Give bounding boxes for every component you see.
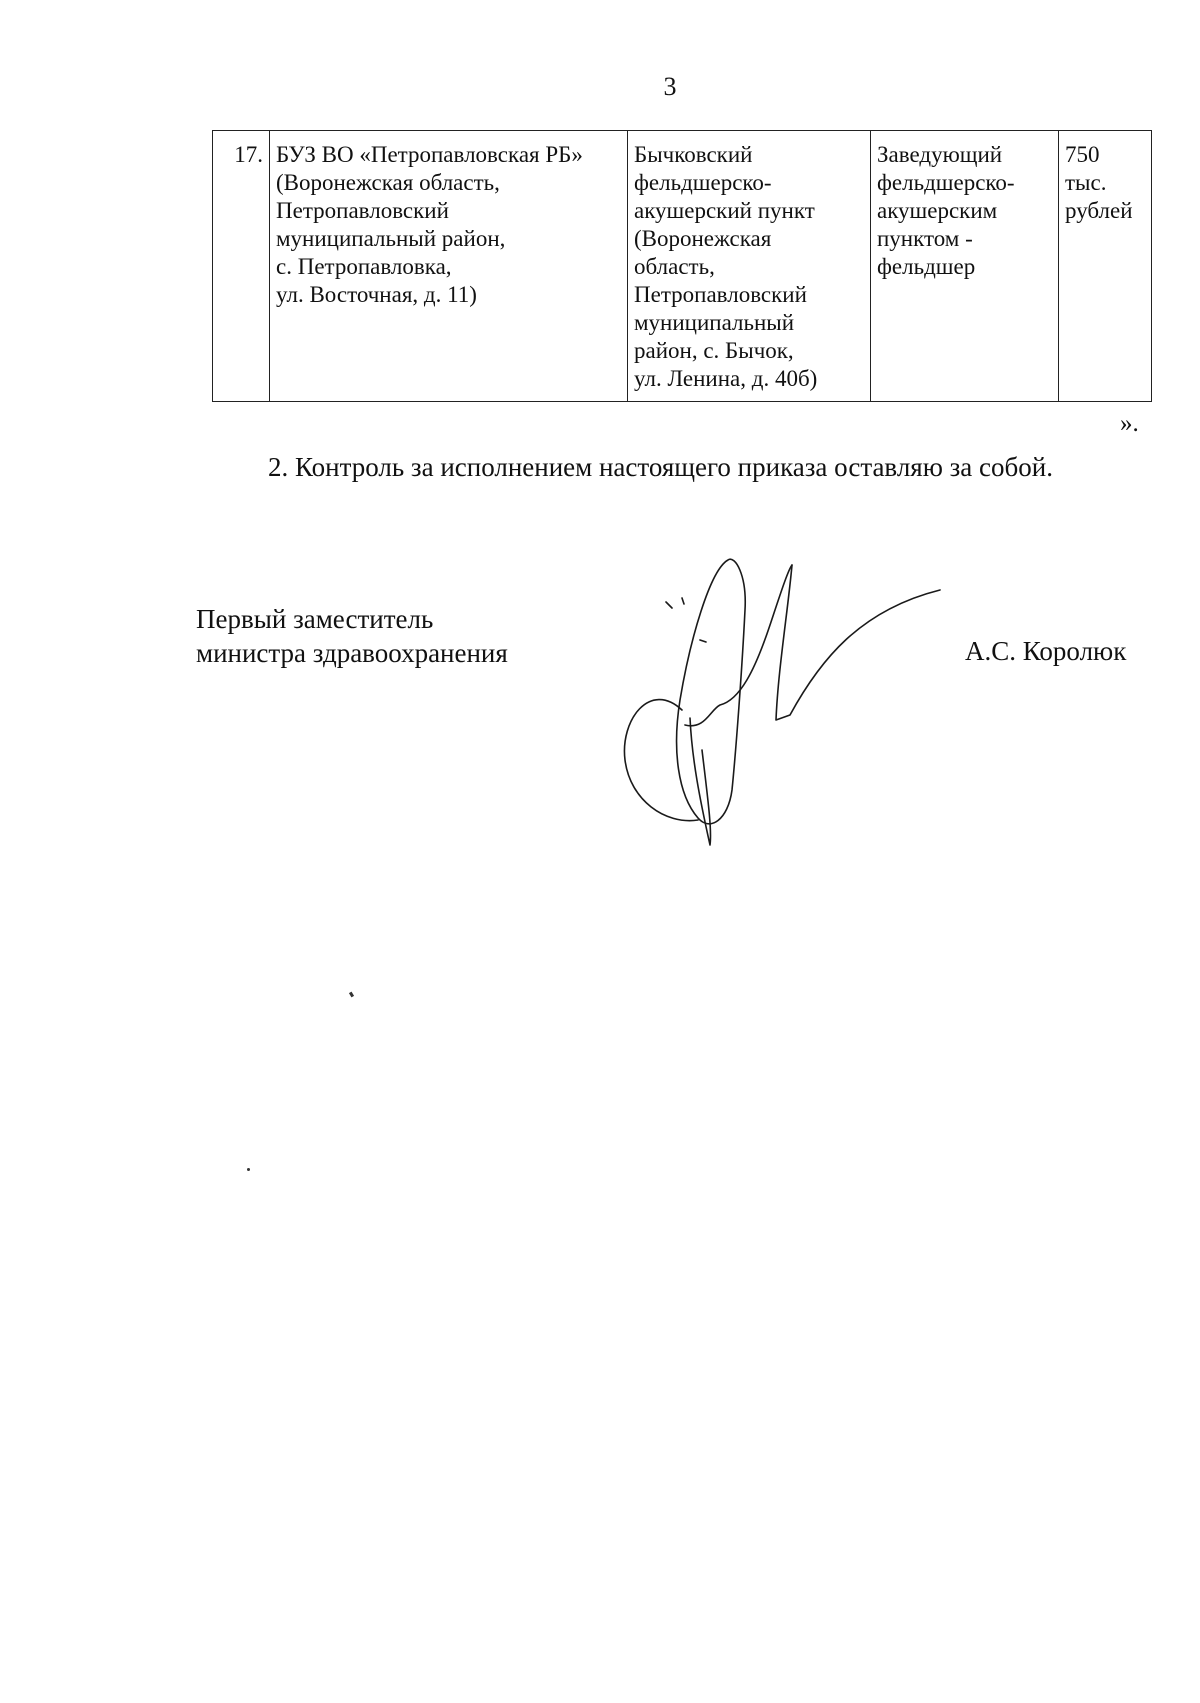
organization-line: ул. Восточная, д. 11) (276, 282, 477, 307)
signature-stroke (685, 565, 792, 726)
organization-line: муниципальный район, (276, 226, 506, 251)
organization-line: с. Петропавловка, (276, 254, 452, 279)
organization-line: Петропавловский (276, 198, 449, 223)
signature-stroke (776, 565, 940, 720)
point-line: акушерский пункт (634, 198, 815, 223)
table-row (213, 131, 1152, 402)
position-line: фельдшерско- (877, 170, 1015, 195)
amount-line: рублей (1065, 198, 1133, 223)
paragraph-control: 2. Контроль за исполнением настоящего приказа оставляю за собой. (268, 452, 1053, 482)
signature-stroke (624, 700, 698, 821)
amount-line: 750 (1065, 142, 1100, 167)
point-line: район, с. Бычок, (634, 338, 794, 363)
signatory-name: А.С. Королюк (965, 636, 1127, 666)
handwritten-signature (610, 550, 950, 850)
point-line: ул. Ленина, д. 40б) (634, 366, 818, 391)
signatory-title-line: Первый заместитель (196, 604, 434, 634)
organization-line: (Воронежская область, (276, 170, 500, 195)
point-line: Петропавловский (634, 282, 807, 307)
signatory-title (196, 602, 508, 670)
position-line: фельдшер (877, 254, 976, 279)
organization-cell (270, 131, 628, 402)
amount-line: тыс. (1065, 170, 1107, 195)
organization-line: БУЗ ВО «Петропавловская РБ» (276, 142, 583, 167)
allocation-table (212, 130, 1152, 402)
amount-cell (1059, 131, 1152, 402)
signature-stroke (677, 559, 746, 824)
signature-stroke (666, 598, 706, 642)
closing-quote: ». (1120, 410, 1139, 437)
position-line: Заведующий (877, 142, 1003, 167)
position-cell (871, 131, 1059, 402)
point-line: фельдшерско- (634, 170, 772, 195)
position-line: пунктом - (877, 226, 973, 251)
point-line: Бычковский (634, 142, 753, 167)
signatory-title-line: министра здравоохранения (196, 638, 508, 668)
scan-speck (349, 992, 354, 998)
point-line: муниципальный (634, 310, 795, 335)
point-line: область, (634, 254, 715, 279)
signature-stroke (690, 718, 711, 845)
row-number: 17. (213, 131, 270, 402)
point-line: (Воронежская (634, 226, 772, 251)
page-number: 3 (663, 72, 677, 101)
medical-point-cell (628, 131, 871, 402)
scan-speck (247, 1168, 250, 1171)
position-line: акушерским (877, 198, 998, 223)
